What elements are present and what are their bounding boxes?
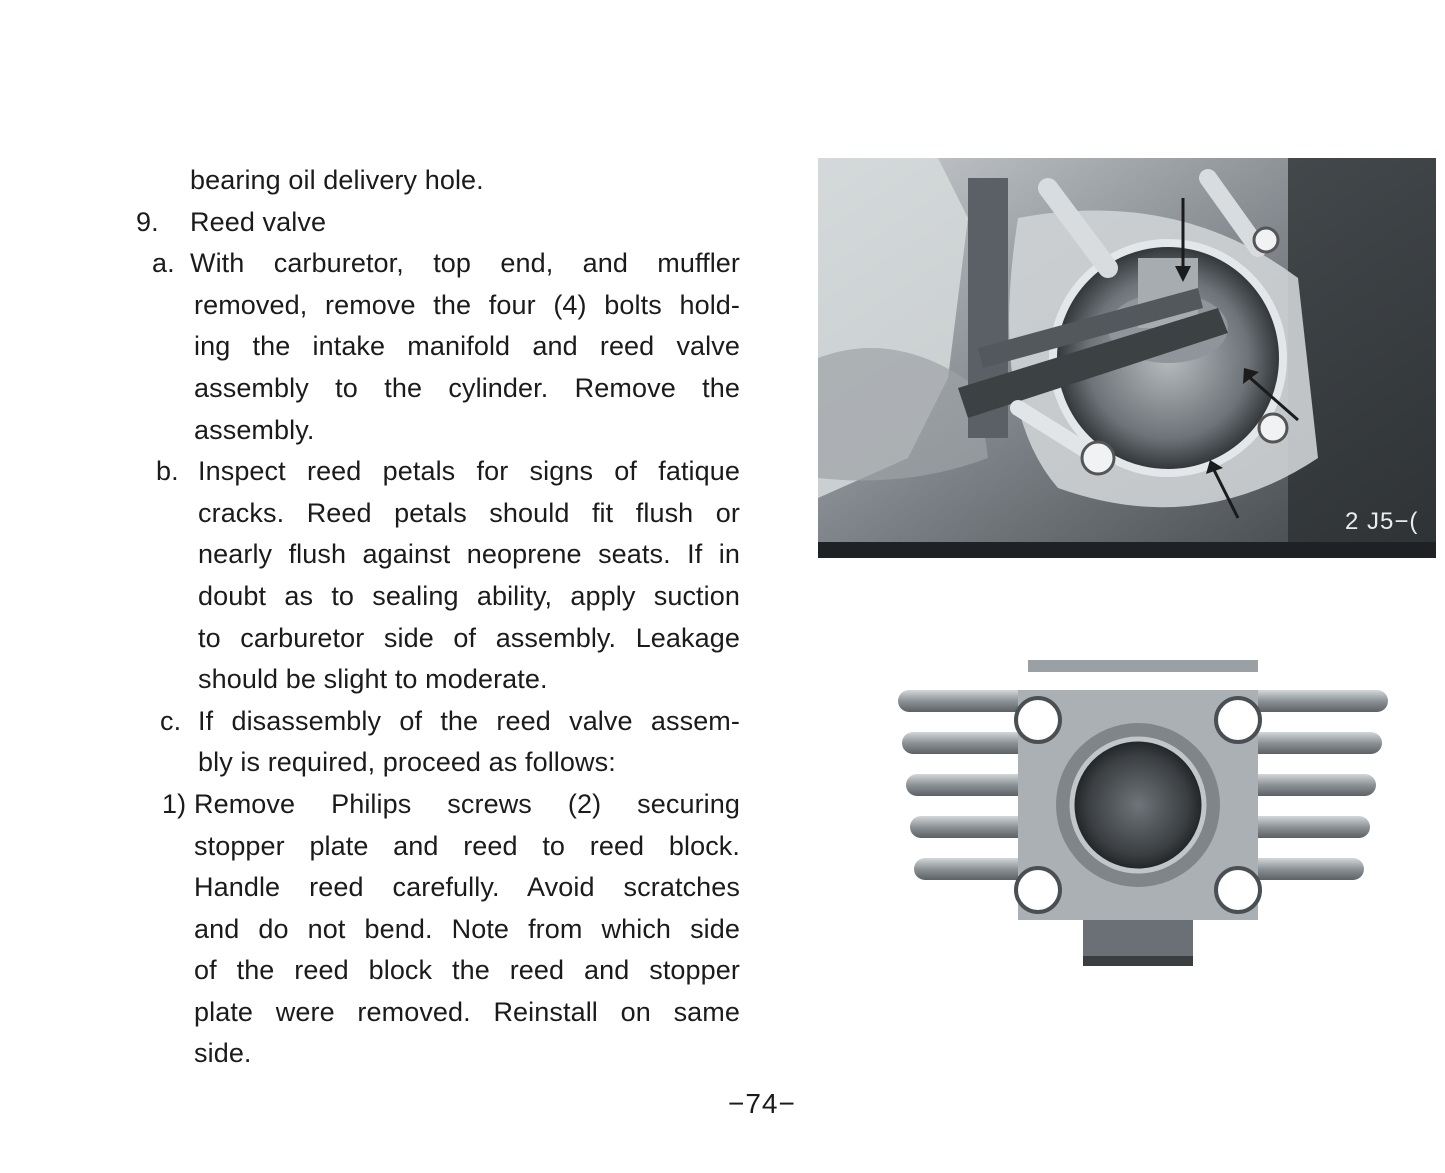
item-9-marker: 9. bbox=[136, 206, 159, 237]
item-b-line: cracks. Reed petals should fit flush or bbox=[198, 497, 740, 528]
item-c bbox=[130, 701, 740, 784]
item-b-line: to carburetor side of assembly. Leakage bbox=[198, 622, 740, 653]
item-a-line: removed, remove the four (4) bolts hold- bbox=[194, 289, 740, 320]
item-1-line: side. bbox=[194, 1038, 252, 1069]
item-1-line: plate were removed. Reinstall on same bbox=[194, 996, 740, 1027]
item-b bbox=[130, 451, 740, 701]
item-c-line: If disassembly of the reed valve assem- bbox=[198, 705, 740, 736]
item-b-line: Inspect reed petals for signs of fatique bbox=[198, 456, 740, 487]
manual-text-column bbox=[130, 160, 740, 1075]
item-1-line: and do not bend. Note from which side bbox=[194, 913, 740, 944]
item-c-marker: c. bbox=[160, 705, 182, 736]
cylinder-intake-photo bbox=[888, 660, 1393, 980]
item-9-reed-valve bbox=[130, 202, 740, 244]
item-c-line: bly is required, proceed as follows: bbox=[198, 747, 616, 778]
item-b-line: should be slight to moderate. bbox=[198, 664, 548, 695]
reed-valve-removal-photo bbox=[818, 158, 1436, 558]
page-number: −74− bbox=[728, 1088, 796, 1119]
item-b-line: nearly flush against neoprene seats. If in bbox=[198, 539, 740, 570]
item-1 bbox=[130, 784, 740, 1075]
item-9-title: Reed valve bbox=[190, 206, 327, 237]
continued-line: bearing oil delivery hole. bbox=[190, 165, 484, 195]
item-a-line: With carburetor, top end, and muffler bbox=[190, 248, 740, 279]
item-1-marker: 1) bbox=[162, 788, 187, 819]
item-a-line: assembly to the cylinder. Remove the bbox=[194, 372, 740, 403]
item-a bbox=[130, 243, 740, 451]
photo-top-label: 2 J5−( bbox=[1345, 508, 1419, 535]
item-1-line: of the reed block the reed and stopper bbox=[194, 955, 740, 986]
item-a-marker: a. bbox=[152, 248, 175, 279]
item-b-marker: b. bbox=[156, 456, 179, 487]
item-b-line: doubt as to sealing ability, apply suction bbox=[198, 580, 740, 611]
item-a-line: assembly. bbox=[194, 414, 315, 445]
item-1-line: Remove Philips screws (2) securing bbox=[194, 788, 740, 819]
item-1-line: stopper plate and reed to reed block. bbox=[194, 830, 740, 861]
item-1-line: Handle reed carefully. Avoid scratches bbox=[194, 872, 740, 903]
item-a-line: ing the intake manifold and reed valve bbox=[194, 331, 740, 362]
